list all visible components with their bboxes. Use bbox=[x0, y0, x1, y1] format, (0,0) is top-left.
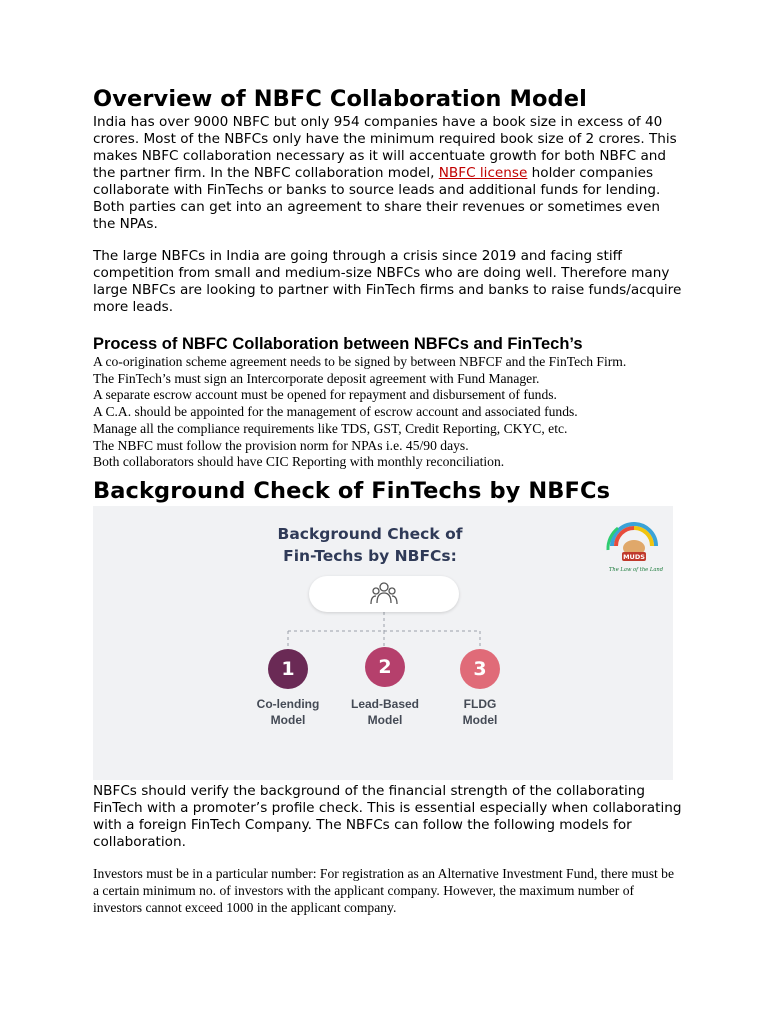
figure-title-line-1: Background Check of bbox=[277, 524, 463, 543]
overview-paragraph-1 bbox=[93, 114, 683, 233]
overview-text-after-link: holder companies collaborate with FinTechs or banks to source leads and additional funds for lending. Both parties can get into an agreement to share their revenues or sometimes even the NPAs. bbox=[93, 165, 661, 232]
process-heading: Process of NBFC Collaboration between NBFCs and FinTech’s bbox=[93, 335, 583, 353]
process-item: The FinTech’s must sign an Intercorporate deposit agreement with Fund Manager. bbox=[93, 370, 540, 386]
model-label-line: Co-lending bbox=[256, 696, 320, 711]
figure-title-line-2: Fin-Techs by NBFCs: bbox=[283, 546, 457, 565]
process-list bbox=[93, 354, 683, 471]
co-lending-model-label bbox=[243, 696, 333, 728]
lead-based-model-label bbox=[340, 696, 430, 728]
model-number-3: 3 bbox=[460, 649, 500, 689]
people-group-icon bbox=[369, 579, 399, 609]
overview-text-before-link: India has over 9000 NBFC but only 954 companies have a book size in excess of 40 crores. Most of the NBFCs only have the minimum required book size of 2 crores. This makes NBFC collaboration necessary as it will accentuate growth for both NBFC and the partner firm. In the NBFC collaboration model, bbox=[93, 114, 677, 181]
muds-logo bbox=[598, 514, 670, 576]
nbfc-license-link[interactable]: NBFC license bbox=[438, 165, 528, 181]
model-number-1: 1 bbox=[268, 649, 308, 689]
process-item: The NBFC must follow the provision norm for NPAs i.e. 45/90 days. bbox=[93, 437, 469, 453]
process-item: A co-origination scheme agreement needs to be signed by between NBFCF and the FinTech Firm. bbox=[93, 354, 627, 369]
process-item: Both collaborators should have CIC Reporting with monthly reconciliation. bbox=[93, 454, 505, 470]
logo-tagline: The Law of the Land bbox=[608, 566, 664, 573]
background-check-heading: Background Check of FinTechs by NBFCs bbox=[93, 477, 611, 504]
process-item: A C.A. should be appointed for the management of escrow account and associated funds. bbox=[93, 404, 578, 420]
connector-lines bbox=[93, 506, 673, 780]
process-item: Manage all the compliance requirements like TDS, GST, Credit Reporting, CKYC, etc. bbox=[93, 420, 568, 436]
logo-text: MUDS bbox=[623, 552, 645, 561]
model-label-line: Model bbox=[270, 712, 306, 727]
model-label-line: Model bbox=[462, 712, 498, 727]
investors-paragraph: Investors must be in a particular number: For registration as an Alternative Investment Fund, there must be a certain minimum no. of investors with the applicant company. However, the maximum number of investors cannot exceed 1000 in the applicant company. bbox=[93, 865, 674, 915]
document-page bbox=[93, 84, 683, 916]
process-item: A separate escrow account must be opened for repayment and disbursement of funds. bbox=[93, 387, 557, 403]
model-number-2: 2 bbox=[365, 647, 405, 687]
background-check-figure bbox=[93, 506, 673, 780]
overview-paragraph-2: The large NBFCs in India are going through a crisis since 2019 and facing stiff competition from small and medium-size NBFCs who are doing well. Therefore many large NBFCs are looking to partner with FinTech firms and banks to raise funds/acquire more leads. bbox=[93, 248, 682, 315]
model-label-line: Model bbox=[367, 712, 403, 727]
overview-heading: Overview of NBFC Collaboration Model bbox=[93, 86, 587, 112]
model-label-line: FLDG bbox=[463, 696, 497, 711]
fldg-model-label bbox=[435, 696, 525, 728]
group-pill bbox=[309, 576, 459, 612]
model-label-line: Lead-Based bbox=[350, 696, 420, 711]
background-check-paragraph: NBFCs should verify the background of the financial strength of the collaborating FinTech with a promoter’s profile check. This is essential especially when collaborating with a foreign FinTech Company. The NBFCs can follow the following models for collaboration. bbox=[93, 782, 682, 850]
